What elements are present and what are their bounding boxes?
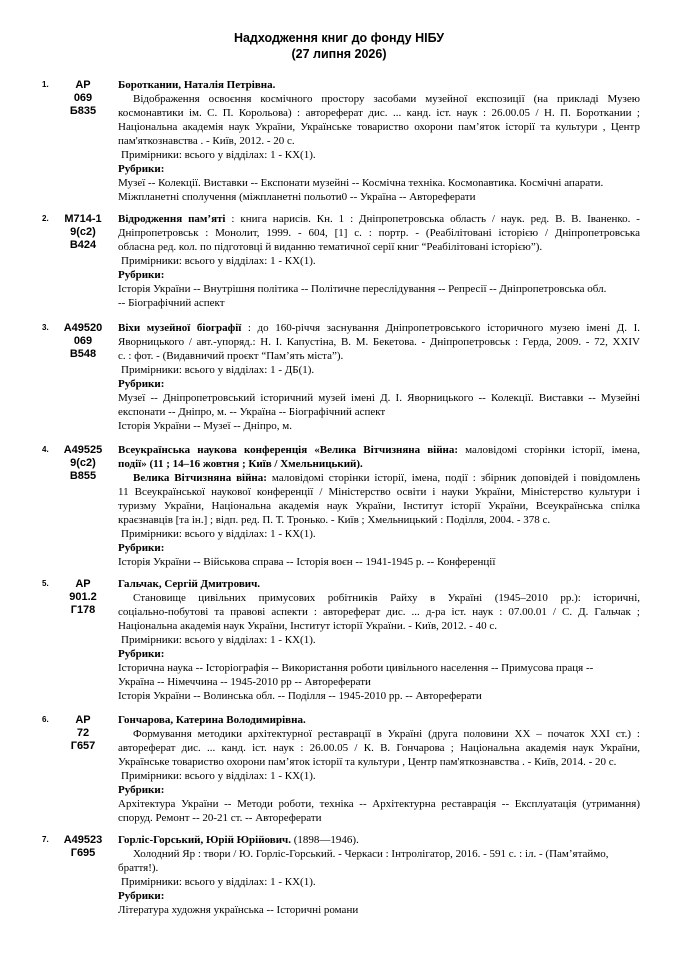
desc-line: пам'яткознавства . - Київ, 2012. - 20 с. <box>118 135 295 147</box>
desc-text: : до 160-річчя заснування Дніпропетровського історичного музею імені Д. І. <box>241 322 640 334</box>
desc-line <box>118 833 640 847</box>
desc-line: туризму України, Національна академія наук України, Інститут історії України, Всеукраїнська спілка <box>118 500 640 512</box>
shelf-line: 069 <box>73 92 93 104</box>
entry-description <box>118 212 640 310</box>
shelf-line: В548 <box>69 348 97 360</box>
rubrics-label: Рубрики: <box>118 269 165 281</box>
shelf-line: Г657 <box>70 740 96 752</box>
shelf-line: А49523 <box>63 834 103 846</box>
copies-info: Примірники: всього у відділах: 1 - КХ(1). <box>121 528 316 540</box>
rubric-line: Музеї -- Дніпропетровський історичний музей імені Д. І. Яворницького -- Колекції. Виставки -- Музейні <box>118 392 640 404</box>
rubrics-label: Рубрики: <box>118 648 165 660</box>
entry-description <box>118 833 640 917</box>
copies-info: Примірники: всього у відділах: 1 - КХ(1). <box>121 255 316 267</box>
entry-author: Гальчак, Сергій Дмитрович. <box>118 578 261 590</box>
rubrics-label: Рубрики: <box>118 542 165 554</box>
desc-line: соціально-побутові та правові аспекти : автореферат дис. ... д-ра іст. наук : 07.00.01 / С. Д. Гальчак ; <box>118 606 640 618</box>
entry-description <box>118 321 640 433</box>
entry-number: 5. <box>42 579 49 588</box>
shelf-line: 9(с2) <box>70 226 96 238</box>
entry-number: 1. <box>42 80 49 89</box>
desc-line: Формування методики архітектурної реставрації в Україні (друга половини ХХ – початок ХХІ ст.) : <box>133 728 640 740</box>
desc-line: Яворницького / авт.-упоряд.: Н. І. Капустіна, В. М. Бекетова. - Дніпропетровськ : Герда, 2009. - 72, XXIV <box>118 336 640 348</box>
desc-line: автореферат дис. ... канд. іст. наук : 26.00.05 / К. В. Гончарова ; Національна академія наук України, <box>118 742 640 754</box>
rubrics-label: Рубрики: <box>118 378 165 390</box>
copies-info: Примірники: всього у відділах: 1 - КХ(1). <box>121 149 316 161</box>
shelf-mark <box>54 213 112 252</box>
entry-number: 3. <box>42 323 49 332</box>
shelf-line: В855 <box>69 470 97 482</box>
entry-description <box>118 577 640 703</box>
shelf-line: АР <box>75 79 91 91</box>
desc-line: Національна академія наук України, Інститут історії України. - Київ, 2012. - 40 с. <box>118 620 497 632</box>
conference-title: Всеукраїнська наукова конференція «Велика Вітчизняна війна: <box>118 444 459 456</box>
desc-line: космонавтики ім. С. П. Корольова) : автореферат дис. ... канд. іст. наук : 26.00.05 / Н. П. Бороткании ; <box>118 107 640 119</box>
desc-line <box>118 212 640 226</box>
entry-description <box>118 713 640 825</box>
entry-title: Відродження пам’яті <box>118 213 226 225</box>
shelf-mark <box>54 322 112 361</box>
rubric-line: Історія України -- Музеї -- Дніпро, м. <box>118 420 292 432</box>
desc-line: с. : фот. - (Видавничий проєкт “Пам’ять міста”). <box>118 350 344 362</box>
shelf-mark <box>54 444 112 483</box>
desc-text: : книга нарисів. Кн. 1 : Дніпропетровська область / наук. ред. В. В. Іваненко. - <box>225 213 640 225</box>
entry-number: 2. <box>42 214 49 223</box>
page-subtitle-date: (27 липня 2026) <box>291 47 387 61</box>
shelf-mark <box>54 714 112 753</box>
entry-number: 7. <box>42 835 49 844</box>
desc-line: обласна ред. кол. по підготовці й виданню тематичної серії книг “Реабілітовані історією”). <box>118 241 543 253</box>
desc-line: краєзнавців [та ін.] ; відп. ред. П. Т. Тронько. - Київ ; Хмельницький : Поділля, 2004. - 378 с. <box>118 514 551 526</box>
entry-number: 4. <box>42 445 49 454</box>
desc-line: Національна академія наук України, Українське товариство охорони пам’яток історії та культури , Центр <box>118 121 640 133</box>
desc-line <box>118 321 640 335</box>
rubrics-label: Рубрики: <box>118 784 165 796</box>
rubric-line: експонати -- Дніпро, м. -- Україна -- Біографічний аспект <box>118 406 386 418</box>
desc-line: Відображення освоєння космічного простору засобами музейної експозиції (на прикладі Музею <box>133 93 640 105</box>
shelf-line: Г178 <box>70 604 96 616</box>
shelf-line: 9(с2) <box>70 457 96 469</box>
shelf-line: 72 <box>76 727 90 739</box>
entry-author: Гончарова, Катерина Володимирівна. <box>118 714 306 726</box>
rubric-line: Україна -- Німеччина -- 1945-2010 рр -- Автореферати <box>118 676 371 688</box>
shelf-line: М714-1 <box>64 213 102 225</box>
author-dates: (1898—1946). <box>291 834 359 846</box>
desc-line: Холодний Яр : твори / Ю. Горліс-Горський. - Черкаси : Інтролігатор, 2016. - 591 с. : іл. - (Пам’ятаймо, <box>133 848 609 860</box>
shelf-line: Б835 <box>69 105 97 117</box>
entry-title: Велика Вітчизняна війна: <box>133 472 267 484</box>
shelf-line: 901.2 <box>69 591 97 603</box>
entry-description <box>118 443 640 569</box>
desc-line: Становище цивільних примусових робітників Райху в Україні (1945–2010 рр.): історичні, <box>133 592 640 604</box>
desc-line: Українське товариство охорони пам’яток історії та культури , Центр пам'яткознавства . - Київ, 2014. - 20 с. <box>118 756 617 768</box>
shelf-line: АР <box>75 578 91 590</box>
rubric-line: Історія України -- Військова справа -- Історія воєн -- 1941-1945 р. -- Конференції <box>118 556 496 568</box>
shelf-line: Г695 <box>70 847 96 859</box>
desc-text: маловідомі сторінки історії, імена, події : збірник доповідей і повідомлень <box>266 472 640 484</box>
rubrics-label: Рубрики: <box>118 163 165 175</box>
shelf-line: А49520 <box>63 322 103 334</box>
shelf-line: 069 <box>73 335 93 347</box>
desc-line: браття!). <box>118 862 159 874</box>
desc-line <box>118 471 640 485</box>
desc-line: Дніпропетровськ : Монолит, 1999. - 604, [1] с. : портр. - (Реабілітовані історією / Дніпропетровська <box>118 227 640 239</box>
copies-info: Примірники: всього у відділах: 1 - КХ(1). <box>121 770 316 782</box>
entry-author: Бороткании, Наталія Петрівна. <box>118 79 276 91</box>
copies-info: Примірники: всього у відділах: 1 - КХ(1). <box>121 634 316 646</box>
shelf-mark <box>54 79 112 118</box>
shelf-line: В424 <box>69 239 97 251</box>
desc-line <box>118 443 640 457</box>
entry-number: 6. <box>42 715 49 724</box>
desc-line: події» (11 ; 14–16 жовтня ; Київ / Хмельницький). <box>118 458 363 470</box>
desc-text: маловідомі сторінки історії, імена, <box>458 444 640 456</box>
desc-line: 11 Всеукраїнської наукової конференції / Міністерство освіти і науки України, Міністерство культури і <box>118 486 640 498</box>
rubrics-label: Рубрики: <box>118 890 165 902</box>
page-title: Надходження книг до фонду НІБУ <box>233 31 445 45</box>
copies-info: Примірники: всього у відділах: 1 - КХ(1). <box>121 876 316 888</box>
entry-description <box>118 78 640 204</box>
entry-title: Віхи музейної біографії <box>118 322 242 334</box>
rubric-line: Міжпланетні сполучення (міжпланетні польоти0 -- Україна -- Автореферати <box>118 191 476 203</box>
rubric-line: Музеї -- Колекції. Виставки -- Експонати музейні -- Космічна техніка. Космоnавтика. Космічні апарати. <box>118 177 604 189</box>
copies-info: Примірники: всього у відділах: 1 - ДБ(1). <box>121 364 315 376</box>
shelf-line: АР <box>75 714 91 726</box>
rubric-line: Історична наука -- Історіографія -- Використання роботи цивільного населення -- Примусова праця -- <box>118 662 594 674</box>
shelf-line: А49525 <box>63 444 103 456</box>
rubric-line: Архітектура України -- Методи роботи, техніка -- Архітектурна реставрація -- Експлуатація (утримання) <box>118 798 640 810</box>
rubric-line: -- Біографічний аспект <box>118 297 225 309</box>
entry-author: Горліс-Горський, Юрій Юрійович. <box>118 834 292 846</box>
shelf-mark <box>54 578 112 617</box>
rubric-line: Історія України -- Внутрішня політика -- Політичне переслідування -- Репресії -- Дніпропетровська обл. <box>118 283 607 295</box>
rubric-line: Література художня українська -- Історичні романи <box>118 904 359 916</box>
shelf-mark <box>54 834 112 860</box>
rubric-line: споруд. Ремонт -- 20-21 ст. -- Автореферати <box>118 812 322 824</box>
rubric-line: Історія України -- Волинська обл. -- Поділля -- 1945-2010 рр. -- Автореферати <box>118 690 482 702</box>
